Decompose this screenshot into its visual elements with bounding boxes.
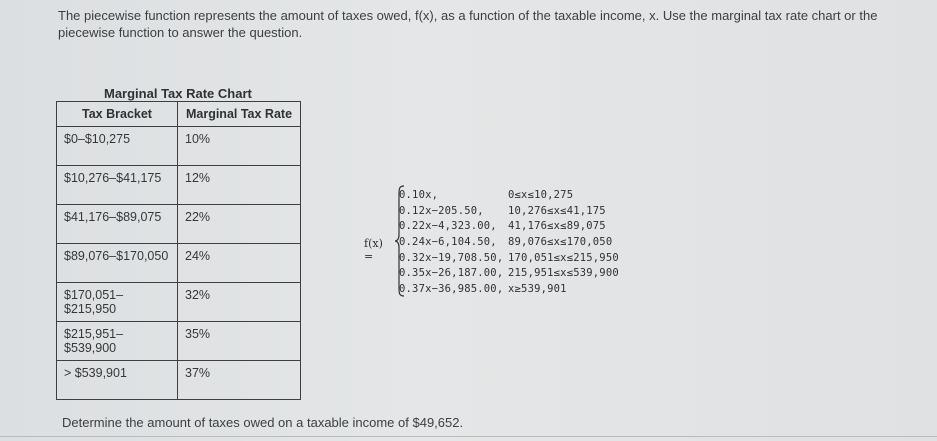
piece-domain: 89,076≤x≤170,050 — [508, 236, 613, 249]
piece-expression: 0.32x−19,708.50, — [399, 251, 504, 264]
table-row — [57, 361, 301, 400]
piece-domain: 215,951≤x≤539,900 — [508, 267, 619, 280]
piece-expression: 0.24x−6,104.50, — [399, 236, 497, 249]
piece-row — [399, 204, 619, 220]
piece-domain: 10,276≤x≤41,175 — [508, 204, 606, 217]
piece-row — [399, 188, 619, 204]
tax-rate-table — [56, 101, 301, 400]
table-row — [57, 283, 301, 322]
column-header-rate: Marginal Tax Rate — [178, 102, 301, 127]
piece-row — [399, 219, 619, 235]
table-row — [57, 322, 301, 361]
column-header-bracket: Tax Bracket — [57, 102, 178, 127]
bracket-cell: $170,051–$215,950 — [57, 283, 178, 322]
piece-expression: 0.37x−36,985.00, — [399, 283, 504, 296]
bracket-cell: $0–$10,275 — [57, 127, 178, 166]
rate-cell: 12% — [178, 166, 301, 205]
bracket-cell: $41,176–$89,075 — [57, 205, 178, 244]
piece-expression: 0.10x, — [399, 189, 439, 201]
piece-row — [399, 251, 619, 267]
question-text: Determine the amount of taxes owed on a taxable income of $49,652. — [62, 415, 464, 430]
piece-domain: 0≤x≤10,275 — [508, 189, 574, 201]
intro-text: The piecewise function represents the amount of taxes owed, f(x), as a function of the taxable income, x. Use the marginal tax rate chart or the piecewise function to answer the question. — [58, 8, 878, 40]
table-header-row — [57, 102, 301, 127]
rate-cell: 22% — [178, 205, 301, 244]
rate-cell: 35% — [178, 322, 301, 361]
piece-expression: 0.12x−205.50, — [399, 204, 484, 217]
piece-domain: x≥539,901 — [508, 283, 567, 296]
piece-domain: 41,176≤x≤89,075 — [508, 220, 606, 233]
piece-row — [399, 266, 619, 282]
bracket-cell: $215,951–$539,900 — [57, 322, 178, 361]
bracket-cell: $89,076–$170,050 — [57, 244, 178, 283]
table-row — [57, 205, 301, 244]
piece-row — [399, 282, 619, 298]
chart-title: Marginal Tax Rate Chart — [104, 86, 252, 101]
rate-cell: 10% — [178, 127, 301, 166]
bracket-cell: > $539,901 — [57, 361, 178, 400]
bracket-cell: $10,276–$41,175 — [57, 166, 178, 205]
piece-expression: 0.22x−4,323.00, — [399, 220, 497, 233]
piece-expression: 0.35x−26,187.00, — [399, 267, 504, 280]
table-row — [57, 244, 301, 283]
table-row — [57, 166, 301, 205]
rate-cell: 32% — [178, 283, 301, 322]
table-row — [57, 127, 301, 166]
piece-domain: 170,051≤x≤215,950 — [508, 251, 619, 264]
rate-cell: 24% — [178, 244, 301, 283]
function-label: f(x) = — [364, 237, 383, 263]
rate-cell: 37% — [178, 361, 301, 400]
piece-row — [399, 235, 619, 251]
divider — [0, 436, 937, 437]
